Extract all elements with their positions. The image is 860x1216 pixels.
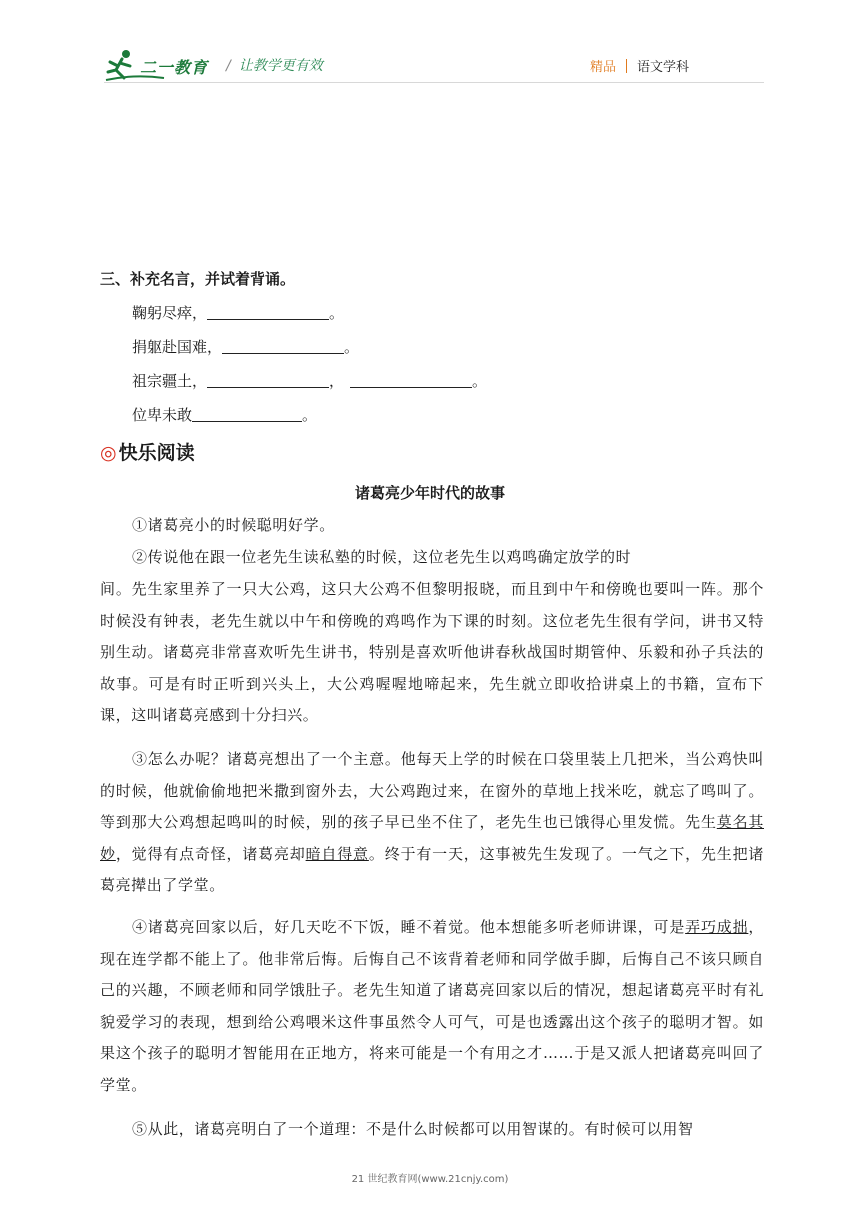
paragraph-1: ①诸葛亮小的时候聪明好学。 [132,516,335,534]
answer-blank[interactable] [192,407,302,422]
page-header [0,0,860,90]
paragraph-3-text: ③怎么办呢？诸葛亮想出了一个主意。他每天上学的时候在口袋里装上几把米，当公鸡快叫的时候，他就偷偷地把米撒到窗外去，大公鸡跑过来，在窗外的草地上找米吃，就忘了鸣叫了。等到那大公鸡想起鸣叫的时候，别的孩子早已坐不住了，老先生也已饿得心里发慌。先生 [100,750,764,831]
quote-suffix: 。 [472,372,488,390]
paragraph-3 [100,744,764,902]
answer-blank[interactable] [350,373,472,388]
story-title: 诸葛亮少年时代的故事 [354,484,505,502]
reading-heading-text: 快乐阅读 [118,442,195,464]
reading-heading [100,438,195,465]
quote-prefix: 鞠躬尽瘁， [132,304,208,322]
quote-line-2 [132,336,359,357]
underlined-phrase: 弄巧成拙 [685,918,749,936]
underlined-phrase: 暗自得意 [305,844,369,863]
quote-suffix: 。 [344,338,360,356]
paragraph-2-first-line: ②传说他在跟一位老先生读私塾的时候，这位老先生以鸡鸣确定放学的时 [132,548,632,566]
divider [626,59,627,73]
answer-blank[interactable] [207,373,329,388]
section-title: 三、补充名言，并试着背诵。 [100,270,296,288]
answer-blank[interactable] [207,305,329,320]
quality-badge: 精品 [590,60,617,75]
paragraph-4 [100,912,764,1101]
quote-line-3 [132,370,487,391]
paragraph-2: 间。先生家里养了一只大公鸡，这只大公鸡不但黎明报晓，而且到中午和傍晚也要叫一阵。那个时候没有钟表，老先生就以中午和傍晚的鸡鸣作为下课的时刻。这位老先生很有学问，讲书又特别生动。诸葛亮非常喜欢听先生讲书，特别是喜欢听他讲春秋战国时期管仲、乐毅和孙子兵法的故事。可是有时正听到兴头上，大公鸡喔喔地啼起来，先生就立即收拾讲桌上的书籍，宣布下课，这叫诸葛亮感到十分扫兴。 [100,580,764,724]
circle-bullet-icon: ◎ [100,442,117,464]
quote-prefix: 祖宗疆土， [132,372,208,390]
paragraph-4-text: ④诸葛亮回家以后，好几天吃不下饭，睡不着觉。他本想能多听老师讲课，可是 [132,918,686,936]
answer-blank[interactable] [222,339,344,354]
quote-mid: ， [329,372,345,390]
paragraph-5: ⑤从此，诸葛亮明白了一个道理：不是什么时候都可以用智谋的。有时候可以用智 [132,1120,694,1138]
quote-prefix: 捐躯赴国难， [132,338,223,356]
paragraph-3-text: ，觉得有点奇怪，诸葛亮却 [115,844,306,863]
quote-line-4 [132,404,317,425]
slogan-text: 让教学更有效 [238,58,323,74]
subject-label: 语文学科 [637,60,690,75]
quote-suffix: 。 [302,406,318,424]
header-rule [104,82,764,83]
slogan: / 让教学更有效 [226,58,323,74]
header-right [590,56,689,75]
paragraph-3-text: 。终于有一天，这事被先生发现了。一气之下，先生把诸葛亮撵出了学堂。 [100,844,765,894]
quote-line-1 [132,302,344,323]
quote-suffix: 。 [329,304,345,322]
paragraph-4-text: ，现在连学都不能上了。他非常后悔。后悔自己不该背着老师和同学做手脚，后悔自己不该只顾自己的兴趣，不顾老师和同学饿肚子。老先生知道了诸葛亮回家以后的情况，想起诸葛亮平时有礼貌爱学习的表现，想到给公鸡喂米这件事虽然令人可气，可是也透露出这个孩子的聪明才智。如果这个孩子的聪明才智能用在正地方，将来可能是一个有用之才……于是又派人把诸葛亮叫回了学堂。 [100,918,764,1094]
quote-prefix: 位卑未敢 [132,406,193,424]
brand-name: 二一教育 [140,58,209,77]
underlined-phrase: 莫名其妙 [100,813,764,863]
page-footer: 21 世纪教育网(www.21cnjy.com) [351,1174,509,1185]
